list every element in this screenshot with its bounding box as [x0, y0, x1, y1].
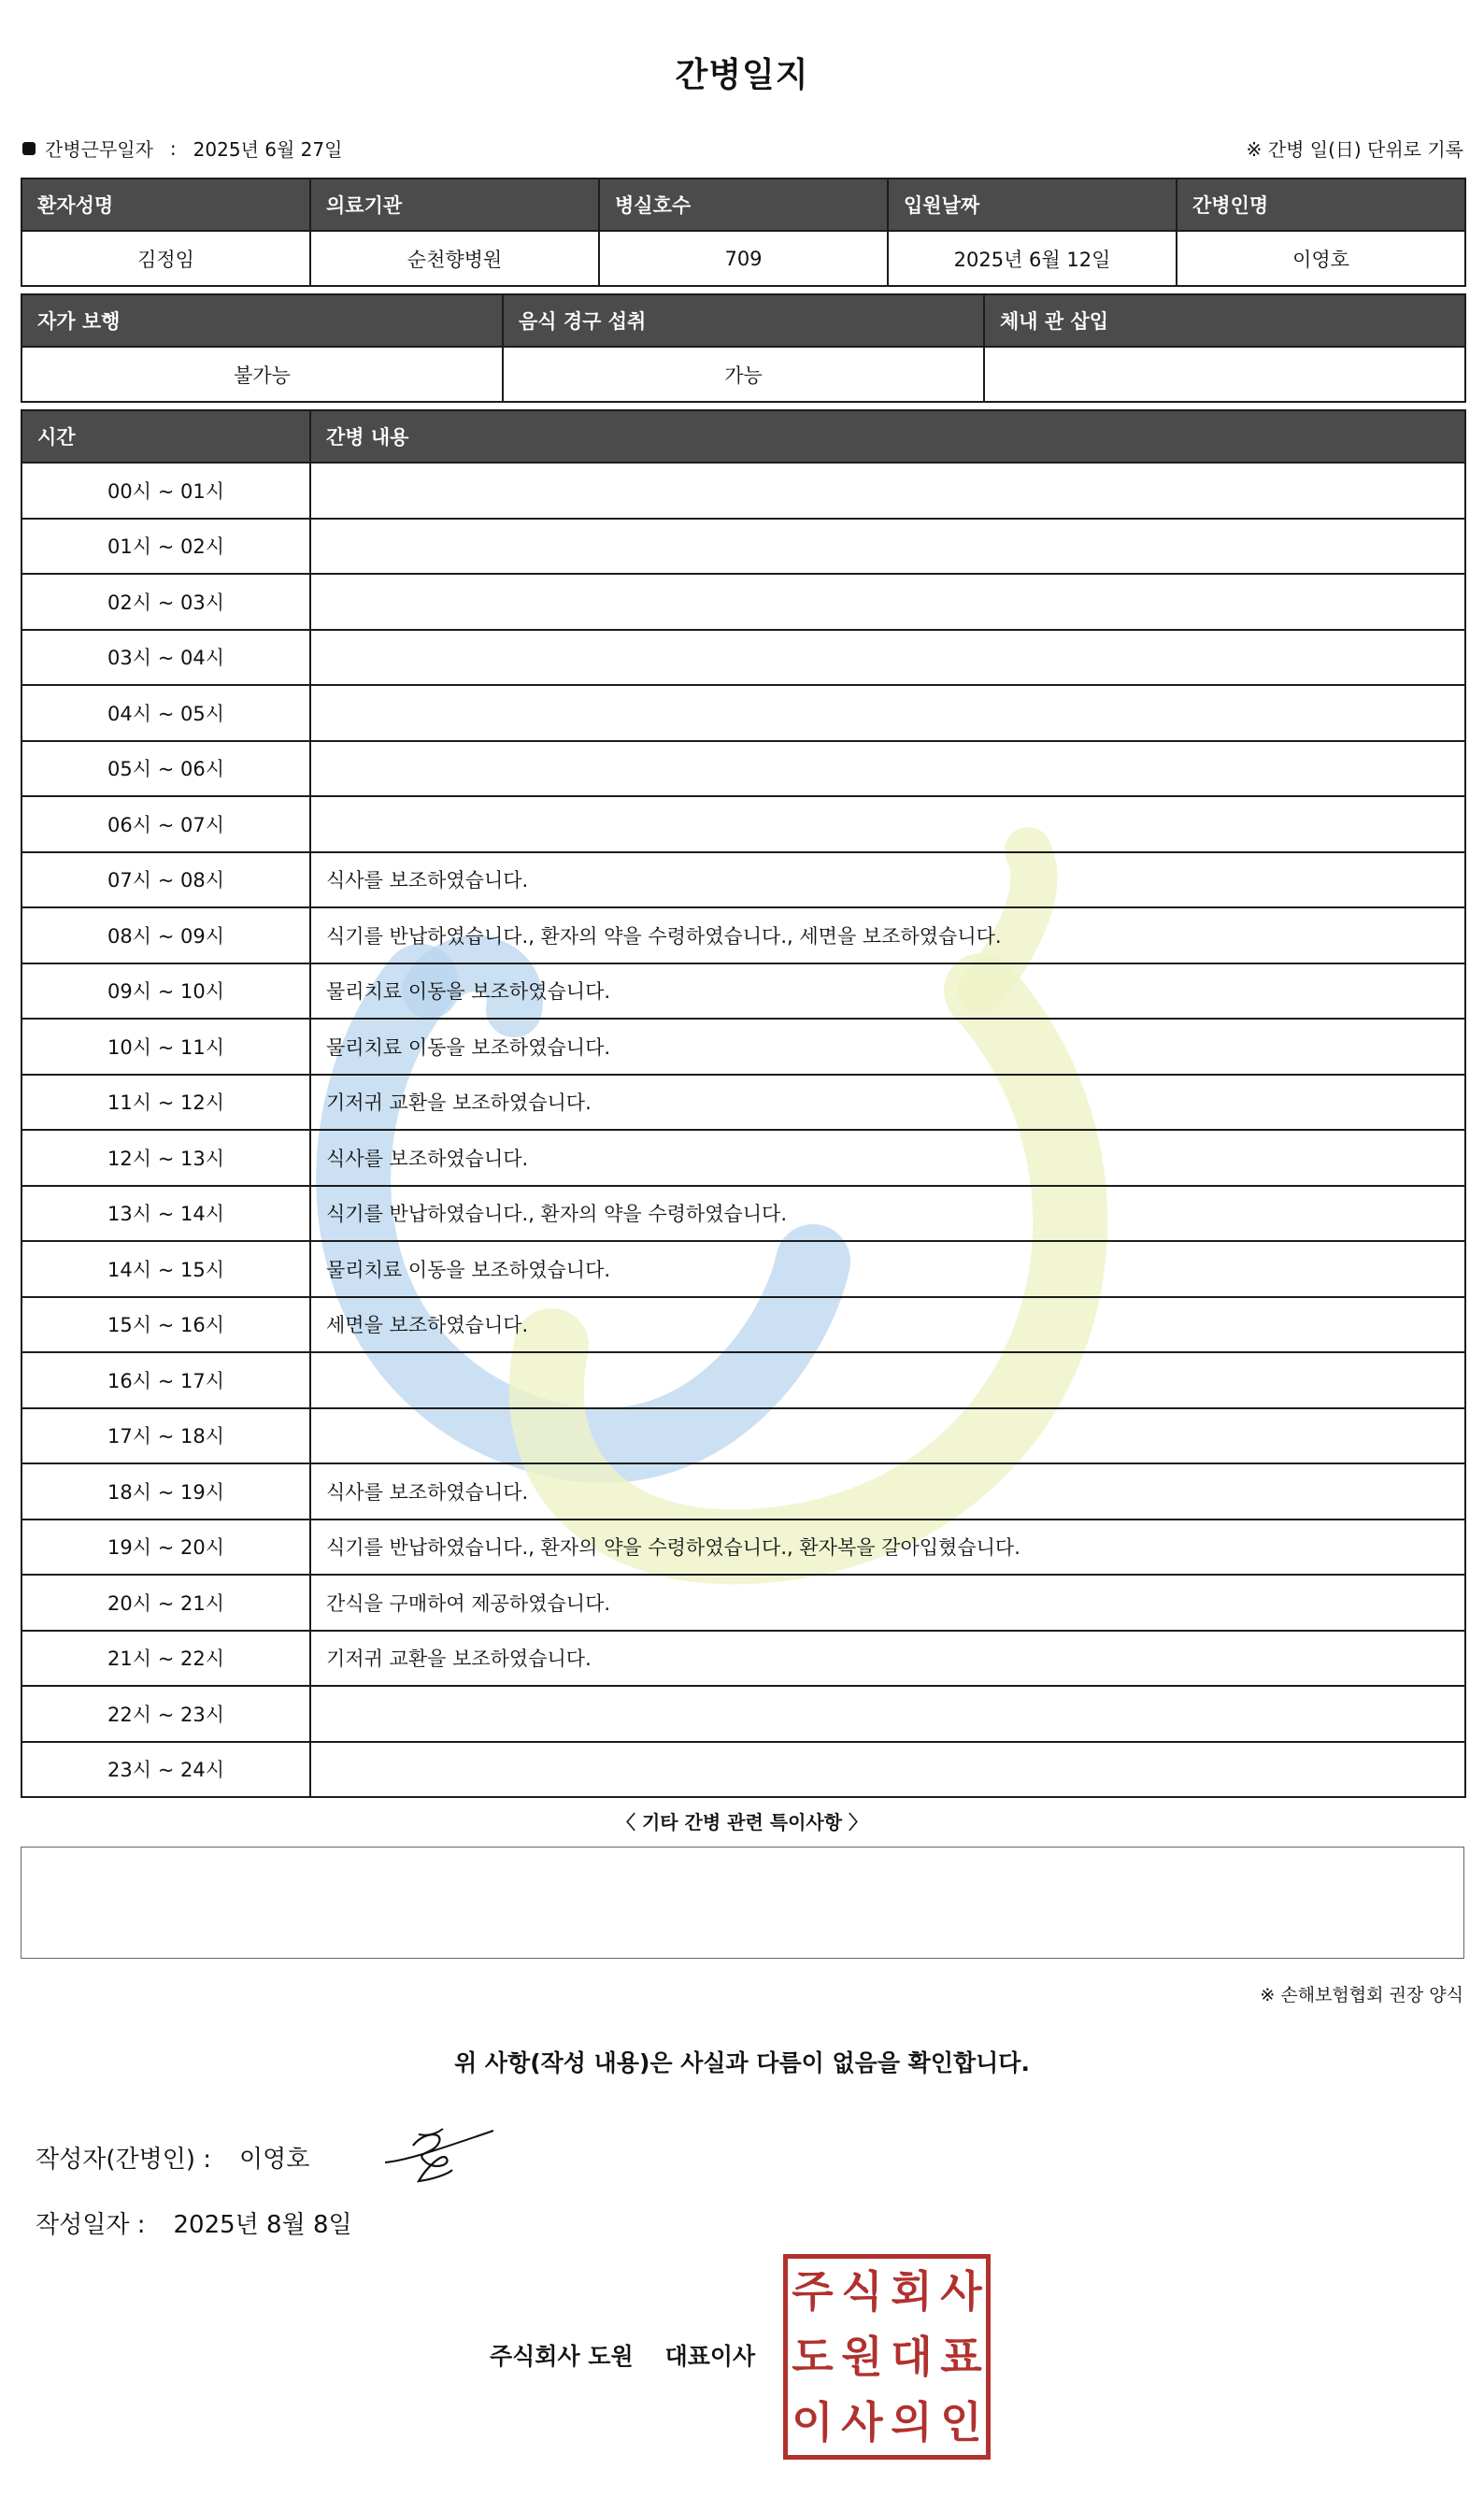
- table-row: [21, 685, 1465, 741]
- work-date: [22, 135, 342, 162]
- time-cell: 02시 ~ 03시: [21, 574, 310, 630]
- care-content-cell: 기저귀 교환을 보조하였습니다.: [310, 1075, 1465, 1131]
- time-cell: 15시 ~ 16시: [21, 1297, 310, 1353]
- header-caregiver: 간병인명: [1177, 178, 1465, 231]
- time-cell: 03시 ~ 04시: [21, 630, 310, 686]
- seal-glyph: 원: [841, 2332, 883, 2382]
- admit-date: 2025년 6월 12일: [888, 231, 1177, 286]
- time-cell: 12시 ~ 13시: [21, 1130, 310, 1186]
- time-cell: 14시 ~ 15시: [21, 1241, 310, 1297]
- care-content-cell: 물리치료 이동을 보조하였습니다.: [310, 963, 1465, 1020]
- time-cell: 09시 ~ 10시: [21, 963, 310, 1020]
- time-cell: 20시 ~ 21시: [21, 1575, 310, 1631]
- seal-glyph: 회: [891, 2266, 933, 2317]
- table-row: [21, 1130, 1465, 1186]
- patient-info-table: [21, 178, 1466, 287]
- written-date-line: [36, 2205, 352, 2240]
- header-hospital: 의료기관: [310, 178, 599, 231]
- time-cell: 19시 ~ 20시: [21, 1520, 310, 1576]
- work-date-value: 2025년 6월 27일: [193, 138, 343, 161]
- header-patient-name: 환자성명: [21, 178, 310, 231]
- seal-glyph: 표: [940, 2332, 982, 2382]
- care-content-cell: [310, 1686, 1465, 1742]
- recommend-note: ※ 손해보험협회 권장 양식: [1260, 1985, 1463, 2005]
- care-content-cell: [310, 574, 1465, 630]
- care-content-cell: [310, 741, 1465, 797]
- time-cell: 16시 ~ 17시: [21, 1352, 310, 1408]
- header-room: 병실호수: [599, 178, 888, 231]
- seal-glyph: 도: [792, 2332, 834, 2382]
- time-cell: 06시 ~ 07시: [21, 796, 310, 852]
- table-row: [21, 741, 1465, 797]
- table-row: [21, 1686, 1465, 1742]
- table-row: [21, 1408, 1465, 1464]
- care-content-cell: [310, 519, 1465, 575]
- table-row: [21, 1631, 1465, 1687]
- care-content-cell: 간식을 구매하여 제공하였습니다.: [310, 1575, 1465, 1631]
- author-label: 작성자(간병인) :: [36, 2146, 212, 2174]
- care-content-cell: [310, 1742, 1465, 1798]
- time-cell: 00시 ~ 01시: [21, 463, 310, 519]
- company-rep: 대표이사: [664, 2343, 756, 2370]
- hospital-name: 순천향병원: [310, 231, 599, 286]
- care-content-cell: 식기를 반납하였습니다., 환자의 약을 수령하였습니다.: [310, 1186, 1465, 1242]
- table-row: [21, 963, 1465, 1020]
- header-admit-date: 입원날짜: [888, 178, 1177, 231]
- seal-glyph: 식: [841, 2266, 883, 2317]
- special-notes-box: [21, 1847, 1464, 1959]
- time-cell: 23시 ~ 24시: [21, 1742, 310, 1798]
- care-content-cell: 물리치료 이동을 보조하였습니다.: [310, 1241, 1465, 1297]
- table-row: [21, 574, 1465, 630]
- seal-glyph: 의: [891, 2397, 933, 2447]
- header-time: 시간: [21, 410, 310, 463]
- time-cell: 10시 ~ 11시: [21, 1019, 310, 1075]
- seal-glyph: 사: [940, 2266, 982, 2317]
- table-row: [21, 1520, 1465, 1576]
- room-number: 709: [599, 231, 888, 286]
- table-row: [21, 1186, 1465, 1242]
- seal-glyph: 이: [792, 2397, 834, 2447]
- bullet-square-icon: [22, 142, 36, 155]
- care-content-cell: [310, 796, 1465, 852]
- time-cell: 18시 ~ 19시: [21, 1463, 310, 1520]
- time-cell: 11시 ~ 12시: [21, 1075, 310, 1131]
- table-row: [21, 1075, 1465, 1131]
- time-cell: 13시 ~ 14시: [21, 1186, 310, 1242]
- care-log-table: [21, 409, 1466, 1798]
- care-content-cell: 물리치료 이동을 보조하였습니다.: [310, 1019, 1465, 1075]
- seal-glyph: 대: [891, 2332, 933, 2382]
- care-content-cell: 식사를 보조하였습니다.: [310, 1463, 1465, 1520]
- work-date-sep: :: [169, 136, 177, 160]
- seal-glyph: 인: [940, 2397, 982, 2447]
- header-walking: 자가 보행: [21, 294, 503, 347]
- time-cell: 22시 ~ 23시: [21, 1686, 310, 1742]
- table-row: [21, 630, 1465, 686]
- table-row: [21, 1297, 1465, 1353]
- header-tube-insertion: 체내 관 삽입: [984, 294, 1465, 347]
- author-value: 이영호: [239, 2146, 310, 2174]
- table-row: [21, 1352, 1465, 1408]
- table-row: [21, 1019, 1465, 1075]
- time-cell: 07시 ~ 08시: [21, 852, 310, 908]
- author-line: [36, 2140, 309, 2175]
- time-cell: 21시 ~ 22시: [21, 1631, 310, 1687]
- time-cell: 04시 ~ 05시: [21, 685, 310, 741]
- time-cell: 05시 ~ 06시: [21, 741, 310, 797]
- caregiver-name: 이영호: [1177, 231, 1465, 286]
- header-oral-intake: 음식 경구 섭취: [503, 294, 984, 347]
- care-content-cell: 식사를 보조하였습니다.: [310, 1130, 1465, 1186]
- signature-image: [378, 2114, 499, 2189]
- page-title: 간병일지: [675, 56, 809, 94]
- care-content-cell: 식기를 반납하였습니다., 환자의 약을 수령하였습니다., 세면을 보조하였습니다.: [310, 907, 1465, 963]
- company-name: 주식회사 도원: [490, 2343, 634, 2370]
- table-row: [21, 463, 1465, 519]
- care-content-cell: [310, 1352, 1465, 1408]
- care-content-cell: 기저귀 교환을 보조하였습니다.: [310, 1631, 1465, 1687]
- table-row: [21, 1742, 1465, 1798]
- company-line: [490, 2338, 755, 2372]
- table-row: [21, 1463, 1465, 1520]
- care-content-cell: [310, 463, 1465, 519]
- table-row: [21, 1241, 1465, 1297]
- time-cell: 17시 ~ 18시: [21, 1408, 310, 1464]
- written-date-label: 작성일자 :: [36, 2211, 146, 2239]
- table-row: [21, 852, 1465, 908]
- care-content-cell: 세면을 보조하였습니다.: [310, 1297, 1465, 1353]
- time-cell: 08시 ~ 09시: [21, 907, 310, 963]
- table-row: [21, 907, 1465, 963]
- care-content-cell: 식기를 반납하였습니다., 환자의 약을 수령하였습니다., 환자복을 갈아입혔습니다.: [310, 1520, 1465, 1576]
- patient-name: 김정임: [21, 231, 310, 286]
- record-unit-note: ※ 간병 일(日) 단위로 기록: [1246, 138, 1463, 161]
- tube-insertion-value: [984, 347, 1465, 402]
- table-row: [21, 796, 1465, 852]
- table-row: [21, 519, 1465, 575]
- confirm-statement: 위 사항(작성 내용)은 사실과 다름이 없음을 확인합니다.: [454, 2049, 1030, 2076]
- work-date-label: 간병근무일자: [45, 138, 153, 161]
- header-care-content: 간병 내용: [310, 410, 1465, 463]
- written-date-value: 2025년 8월 8일: [173, 2211, 352, 2239]
- walking-value: 불가능: [21, 347, 503, 402]
- table-row: [21, 1575, 1465, 1631]
- oral-intake-value: 가능: [503, 347, 984, 402]
- special-notes-title: 〈 기타 간병 관련 특이사항 〉: [616, 1811, 867, 1834]
- seal-glyph: 사: [841, 2397, 883, 2447]
- company-seal: [783, 2254, 991, 2460]
- care-content-cell: 식사를 보조하였습니다.: [310, 852, 1465, 908]
- care-content-cell: [310, 685, 1465, 741]
- care-content-cell: [310, 1408, 1465, 1464]
- care-content-cell: [310, 630, 1465, 686]
- patient-status-table: [21, 293, 1466, 403]
- time-cell: 01시 ~ 02시: [21, 519, 310, 575]
- seal-glyph: 주: [792, 2266, 834, 2317]
